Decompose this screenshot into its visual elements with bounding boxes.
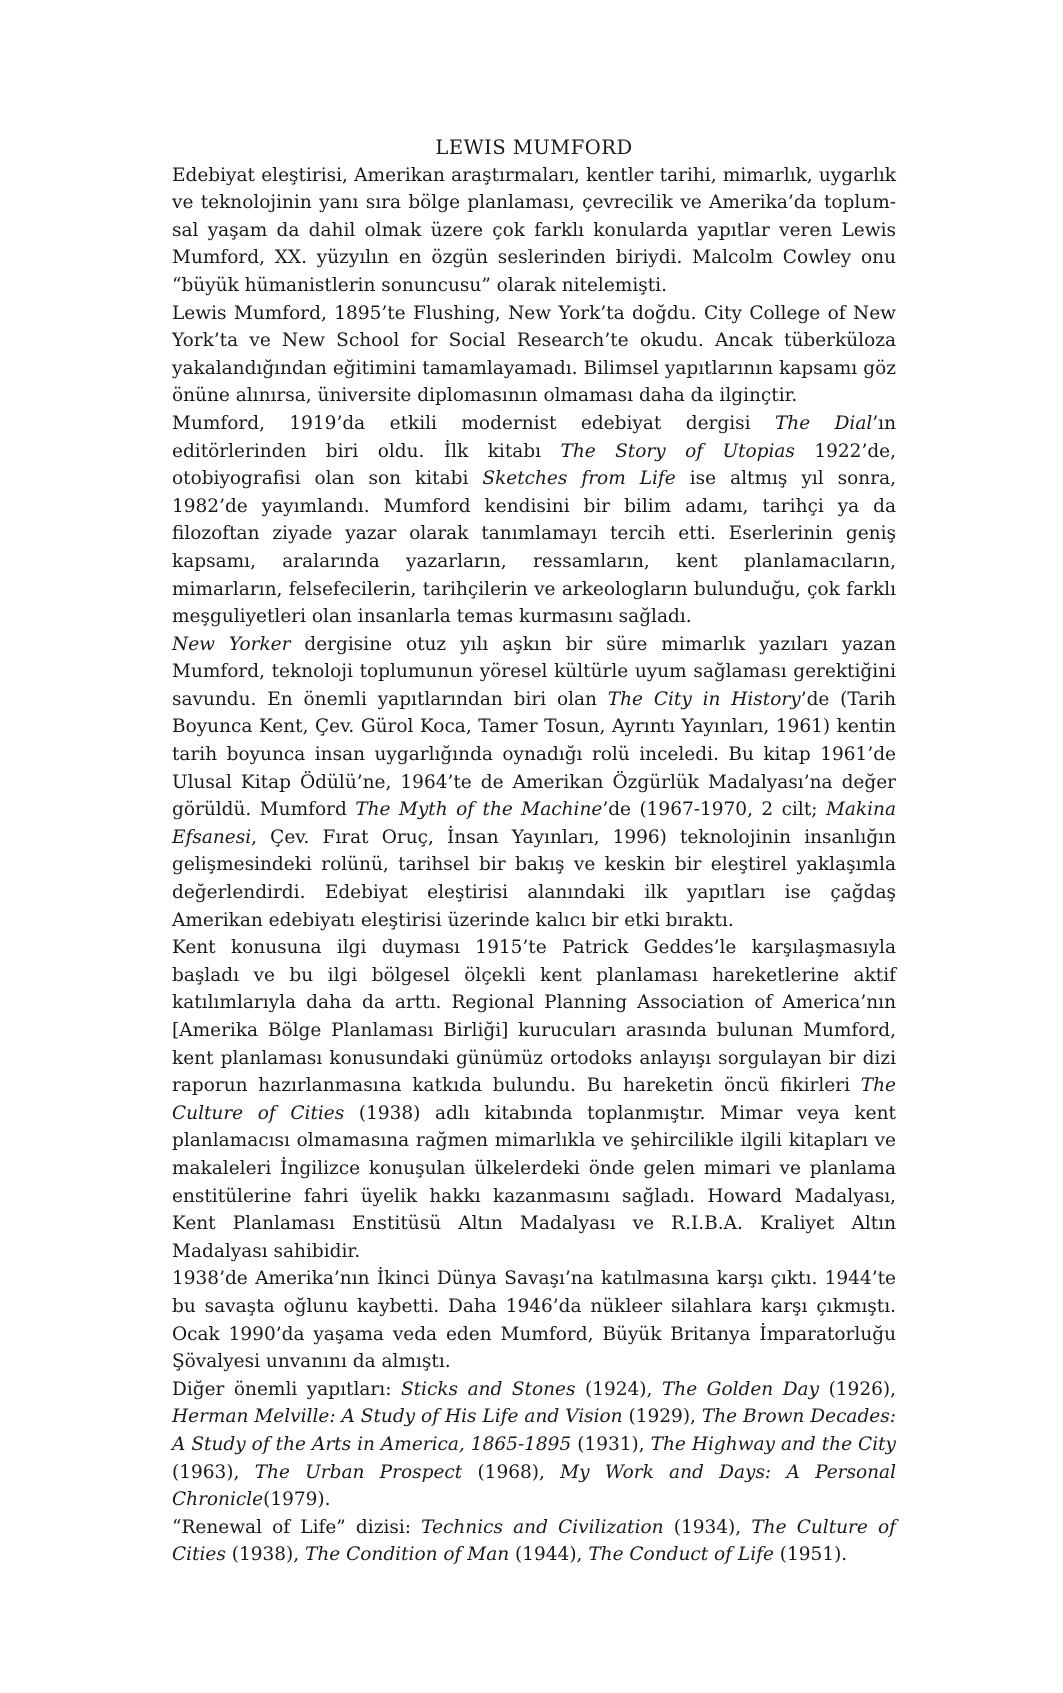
text-run: (1924), [575, 1378, 662, 1400]
text-run: Diğer önemli yapıtları: [172, 1378, 401, 1400]
page-body [172, 134, 896, 1569]
paragraph [172, 410, 896, 631]
text-run: (1934), [663, 1516, 752, 1538]
italic-title: The Highway and the City [650, 1433, 896, 1455]
text-run: (1938), [225, 1544, 306, 1566]
paragraph [172, 1265, 896, 1375]
italic-title: The Dial [774, 412, 873, 434]
text-run: ’de (1967-1970, 2 cilt; [602, 799, 826, 821]
italic-title: The Condition of Man [305, 1544, 510, 1566]
paragraph [172, 162, 896, 300]
italic-title: Sketches from Life [482, 468, 676, 490]
text-run: , Çev. Fırat Oruç, İnsan Yayınları, 1996) teknolojinin insanlığın gelişmesindeki rolünü, tarihsel bir bakış ve keskin bir eleştirel yaklaşımla değerlendirdi. Edebiyat eleştirisi alanındaki ilk yapıtları ise çağdaş Amerikan edebiyatı eleştirisi üzerinde kalıcı bir etki bıraktı. [172, 826, 896, 931]
italic-title: Makina Efsanesi [172, 799, 896, 848]
text-run: (1929), [622, 1406, 702, 1428]
text-run: “Renewal of Life” dizisi: [172, 1516, 422, 1538]
page-title: LEWIS MUMFORD [435, 136, 633, 159]
italic-title: The City in History [607, 688, 801, 710]
italic-title: New Yorker [172, 633, 291, 655]
italic-title: The Brown Decades: A Study of the Arts in America, 1865-1895 [172, 1406, 896, 1455]
text-run: Edebiyat eleştirisi, Amerikan araştırmaları, kentler tarihi, mimarlık, uygarlık ve teknolojinin yanı sıra bölge planlaması, çevrecilik ve Amerika’da toplumsal yaşam da dahil olmak üzere çok farklı konularda yapıtlar veren Lewis Mumford, XX. yüzyılın en özgün seslerinden biriydi. Malcolm Cowley onu “büyük hümanistlerin sonuncusu” olarak nitelemişti. [172, 164, 896, 296]
text-run: 1938’de Amerika’nın İkinci Dünya Savaşı’na katılmasına karşı çıktı. 1944’te bu savaşta oğlunu kaybetti. Daha 1946’da nükleer silahlara karşı çıkmıştı. Ocak 1990’da yaşama veda eden Mumford, Büyük Britanya İmparatorluğu Şövalyesi unvanını da almıştı. [172, 1268, 896, 1373]
italic-title: Technics and Civilization [421, 1516, 664, 1538]
text-run: Lewis Mumford, 1895’te Flushing, New York’ta doğdu. City College of New York’ta ve New School for Social Research’te okudu. Ancak tüberküloza yakalandığından eğitimini tamamlayamadı. Bilimsel yapıtlarının kapsamı göz önüne alınırsa, üniversite diplomasının olmaması daha da ilginçtir. [172, 302, 896, 407]
italic-title: The Culture of Cities [172, 1075, 896, 1124]
italic-title: The Culture of Cities [172, 1516, 896, 1566]
italic-title: The Golden Day [661, 1378, 820, 1400]
text-run: dergisine otuz yılı aşkın bir süre mimarlık yazıları yazan Mumford, teknoloji toplumunun yöresel kültürle uyum sağlaması gerektiğini savundu. En önemli yapıtlarından biri olan [172, 633, 896, 710]
text-run: (1979). [263, 1489, 331, 1511]
text-run: (1968), [462, 1461, 561, 1483]
italic-title: The Story of Utopias [560, 440, 795, 462]
italic-title: My Work and Days: A Personal Chronicle [172, 1461, 896, 1511]
text-run: ’ın editörlerinden biri oldu. İlk kitabı [172, 412, 896, 462]
text-run: (1944), [509, 1544, 589, 1566]
text-run: Mumford, 1919’da etkili modernist edebiyat dergisi [172, 412, 775, 434]
italic-title: Herman Melville: A Study of His Life and Vision [172, 1406, 623, 1428]
italic-title: The Urban Prospect [254, 1461, 463, 1483]
text-run: (1938) adlı kitabında toplanmıştır. Mimar veya kent planlamacısı olmamasına rağmen mimarlıkla ve şehircilikle ilgili kitapları ve makaleleri İngilizce konuşulan ülkelerdeki önde gelen mimari ve planlama enstitülerine fahri üyelik hakkı kazanmasını sağladı. Howard Madalyası, Kent Planlaması Enstitüsü Altın Madalyası ve R.I.B.A. Kraliyet Altın Madalyası sahibidir. [172, 1102, 896, 1262]
text-run: 1922’de, otobiyografisi olan son kitabi [172, 440, 896, 490]
paragraph [172, 631, 896, 935]
text-run: (1926), [819, 1378, 896, 1400]
italic-title: The Myth of the Machine [355, 799, 603, 821]
text-run: ’de (Tarih Boyunca Kent, Çev. Gürol Koca, Tamer Tosun, Ayrıntı Yayınları, 1961) kentin tarih boyunca insan uygarlığında oynadığı rolü inceledi. Bu kitap 1961’de Ulusal Kitap Ödülü’ne, 1964’te de Amerikan Özgürlük Madalyası’na değer görüldü. Mumford [172, 688, 897, 821]
paragraph [172, 1514, 896, 1569]
paragraph [172, 300, 896, 410]
italic-title: The Conduct of Life [588, 1544, 774, 1566]
paragraph [172, 934, 896, 1265]
text-body [172, 162, 896, 1569]
text-run: ise altmış yıl sonra, 1982’de yayımlandı. Mumford kendisini bir bilim adamı, tarihçi ya da filozoftan ziyade yazar olarak tanımlamayı tercih etti. Eserlerinin geniş kapsamı, aralarında yazarların, ressamların, kent planlamacıların, mimarların, felsefecilerin, tarihçilerin ve arkeologların bulunduğu, çok farklı meşguliyetleri olan insanlarla temas kurmasını sağladı. [172, 468, 896, 628]
paragraph [172, 1376, 896, 1514]
text-run: Kent konusuna ilgi duyması 1915’te Patrick Geddes’le karşılaşmasıyla başladı ve bu ilgi bölgesel ölçekli kent planlaması hareketlerine aktif katılımlarıyla daha da arttı. Regional Planning Association of America’nın [Amerika Bölge Planlaması Birliği] kurucuları arasında bulunan Mumford, kent planlaması konusundaki günümüz ortodoks anlayışı sorgulayan bir dizi raporun hazırlanmasına katkıda bulundu. Bu hareketin öncü fikirleri [172, 937, 896, 1097]
text-run: (1963), [172, 1461, 255, 1483]
text-run: (1931), [571, 1433, 651, 1455]
text-run: (1951). [773, 1544, 848, 1566]
italic-title: Sticks and Stones [400, 1378, 576, 1400]
